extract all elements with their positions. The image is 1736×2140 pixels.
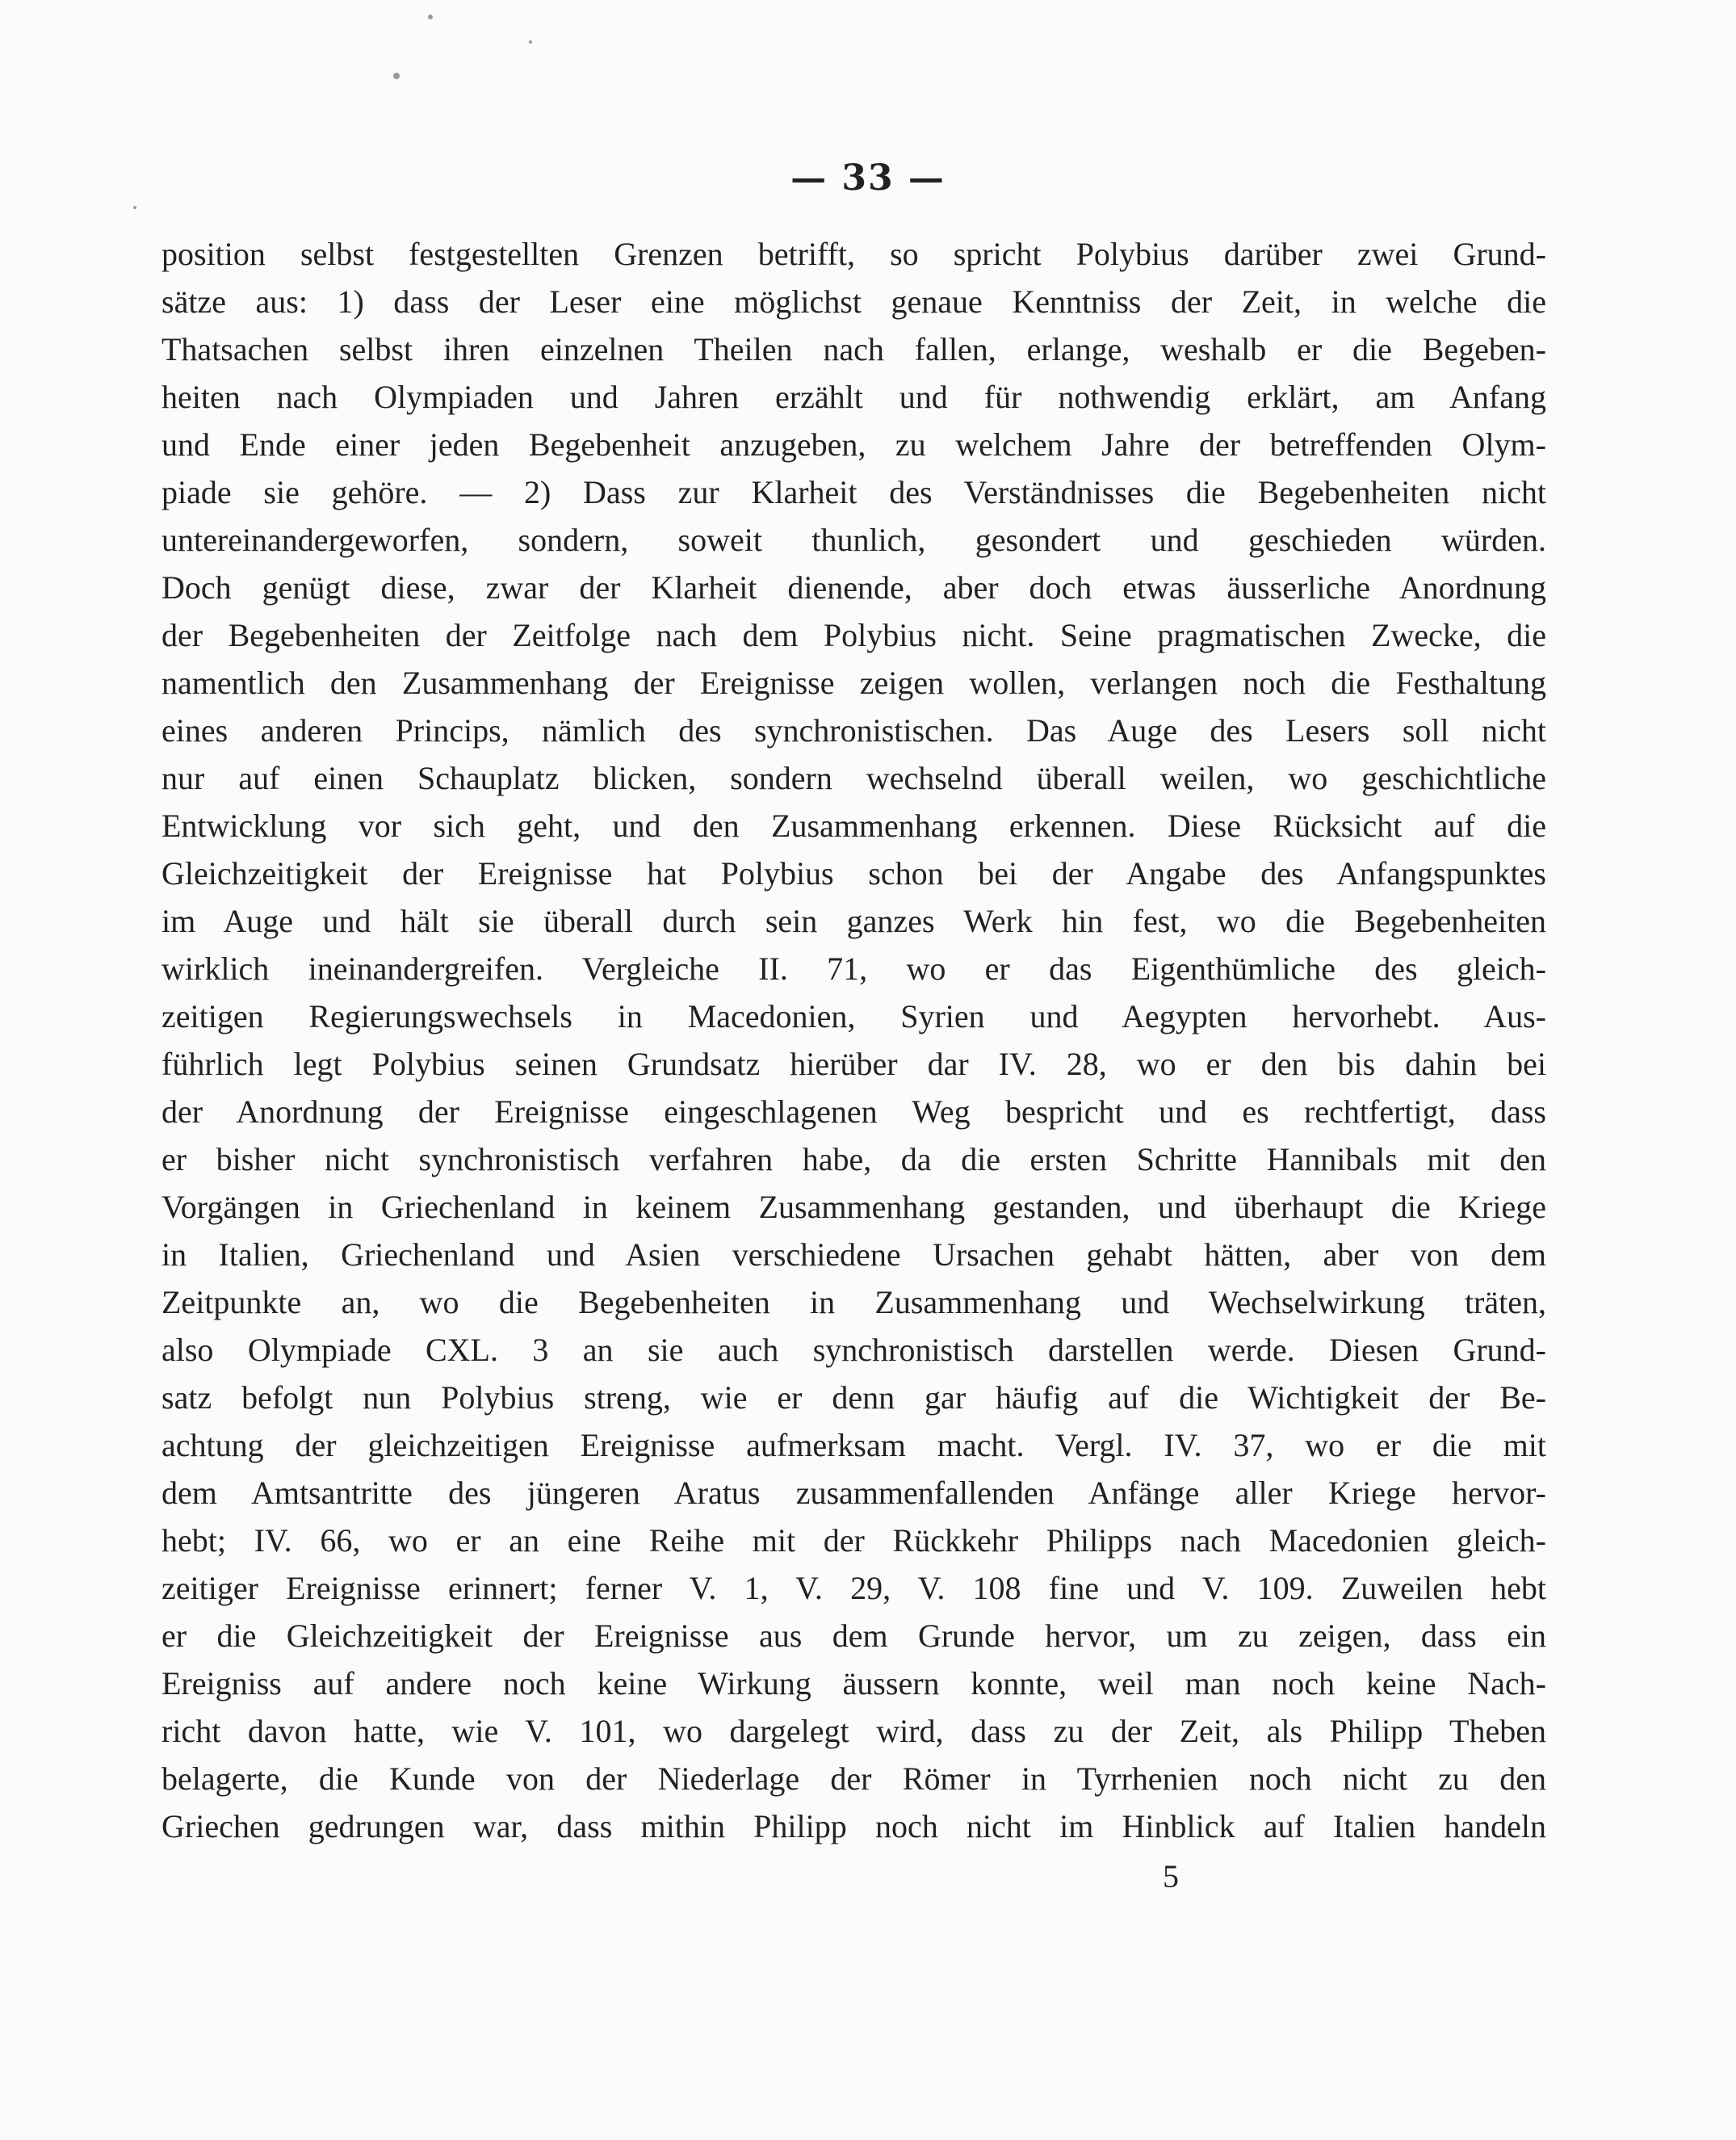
paper-speck (133, 206, 136, 209)
text-line: heiten nach Olympiaden und Jahren erzählt und für nothwendig erklärt, am Anfang (161, 379, 1546, 415)
text-line: satz befolgt nun Polybius streng, wie er denn gar häufig auf die Wichtigkeit der Be- (161, 1379, 1546, 1416)
text-line: dem Amtsantritte des jüngeren Aratus zusammenfallenden Anfänge aller Kriege hervor- (161, 1475, 1546, 1511)
page-number: — 33 — (790, 157, 946, 199)
text-line: piade sie gehöre. — 2) Dass zur Klarheit des Verständnisses die Begebenheiten nicht (161, 474, 1546, 510)
text-line: der Anordnung der Ereignisse eingeschlagenen Weg bespricht und es rechtfertigt, dass (161, 1093, 1546, 1130)
text-line: richt davon hatte, wie V. 101, wo dargelegt wird, dass zu der Zeit, als Philipp Theben (161, 1713, 1546, 1749)
text-line: führlich legt Polybius seinen Grundsatz hierüber dar IV. 28, wo er den bis dahin bei (161, 1046, 1546, 1082)
text-line: Thatsachen selbst ihren einzelnen Theilen nach fallen, erlange, weshalb er die Begeben- (161, 331, 1546, 367)
text-line: Entwicklung vor sich geht, und den Zusammenhang erkennen. Diese Rücksicht auf die (161, 808, 1546, 844)
text-line: zeitiger Ereignisse erinnert; ferner V. 1, V. 29, V. 108 fine und V. 109. Zuweilen hebt (161, 1570, 1546, 1606)
text-line: der Begebenheiten der Zeitfolge nach dem Polybius nicht. Seine pragmatischen Zwecke, die (161, 617, 1546, 653)
text-line: er die Gleichzeitigkeit der Ereignisse aus dem Grunde hervor, um zu zeigen, dass ein (161, 1618, 1546, 1654)
text-line: untereinandergeworfen, sondern, soweit thunlich, gesondert und geschieden würden. (161, 522, 1546, 558)
text-line: Vorgängen in Griechenland in keinem Zusammenhang gestanden, und überhaupt die Kriege (161, 1189, 1546, 1225)
text-line: Ereigniss auf andere noch keine Wirkung äussern konnte, weil man noch keine Nach- (161, 1665, 1546, 1702)
text-line: er bisher nicht synchronistisch verfahren habe, da die ersten Schritte Hannibals mit den (161, 1141, 1546, 1177)
body-text (161, 230, 1546, 1850)
sheet-signature: 5 (1163, 1858, 1179, 1895)
text-line: sätze aus: 1) dass der Leser eine möglichst genaue Kenntniss der Zeit, in welche die (161, 283, 1546, 320)
text-line: wirklich ineinandergreifen. Vergleiche II. 71, wo er das Eigenthümliche des gleich- (161, 950, 1546, 987)
text-line: also Olympiade CXL. 3 an sie auch synchronistisch darstellen werde. Diesen Grund- (161, 1332, 1546, 1368)
text-line: Zeitpunkte an, wo die Begebenheiten in Zusammenhang und Wechselwirkung träten, (161, 1284, 1546, 1320)
text-line: hebt; IV. 66, wo er an eine Reihe mit der Rückkehr Philipps nach Macedonien gleich- (161, 1522, 1546, 1559)
text-line: Doch genügt diese, zwar der Klarheit dienende, aber doch etwas äusserliche Anordnung (161, 569, 1546, 606)
text-line: Gleichzeitigkeit der Ereignisse hat Polybius schon bei der Angabe des Anfangspunktes (161, 855, 1546, 892)
text-line: namentlich den Zusammenhang der Ereignisse zeigen wollen, verlangen noch die Festhaltung (161, 665, 1546, 701)
text-line: belagerte, die Kunde von der Niederlage der Römer in Tyrrhenien noch nicht zu den (161, 1760, 1546, 1797)
text-line: eines anderen Princips, nämlich des synchronistischen. Das Auge des Lesers soll nicht (161, 712, 1546, 749)
text-line: achtung der gleichzeitigen Ereignisse aufmerksam macht. Vergl. IV. 37, wo er die mit (161, 1427, 1546, 1463)
text-line: Griechen gedrungen war, dass mithin Philipp noch nicht im Hinblick auf Italien handeln (161, 1808, 1546, 1844)
text-line: im Auge und hält sie überall durch sein ganzes Werk hin fest, wo die Begebenheiten (161, 903, 1546, 939)
text-line: nur auf einen Schauplatz blicken, sondern wechselnd überall weilen, wo geschichtliche (161, 760, 1546, 796)
text-line: und Ende einer jeden Begebenheit anzugeben, zu welchem Jahre der betreffenden Olym- (161, 426, 1546, 463)
paper-speck (428, 15, 433, 19)
paper-speck (393, 73, 400, 79)
paper-speck (529, 40, 532, 44)
text-line: in Italien, Griechenland und Asien verschiedene Ursachen gehabt hätten, aber von dem (161, 1236, 1546, 1273)
text-line: position selbst festgestellten Grenzen betrifft, so spricht Polybius darüber zwei Grund- (161, 236, 1546, 272)
text-line: zeitigen Regierungswechsels in Macedonien, Syrien und Aegypten hervorhebt. Aus- (161, 998, 1546, 1034)
